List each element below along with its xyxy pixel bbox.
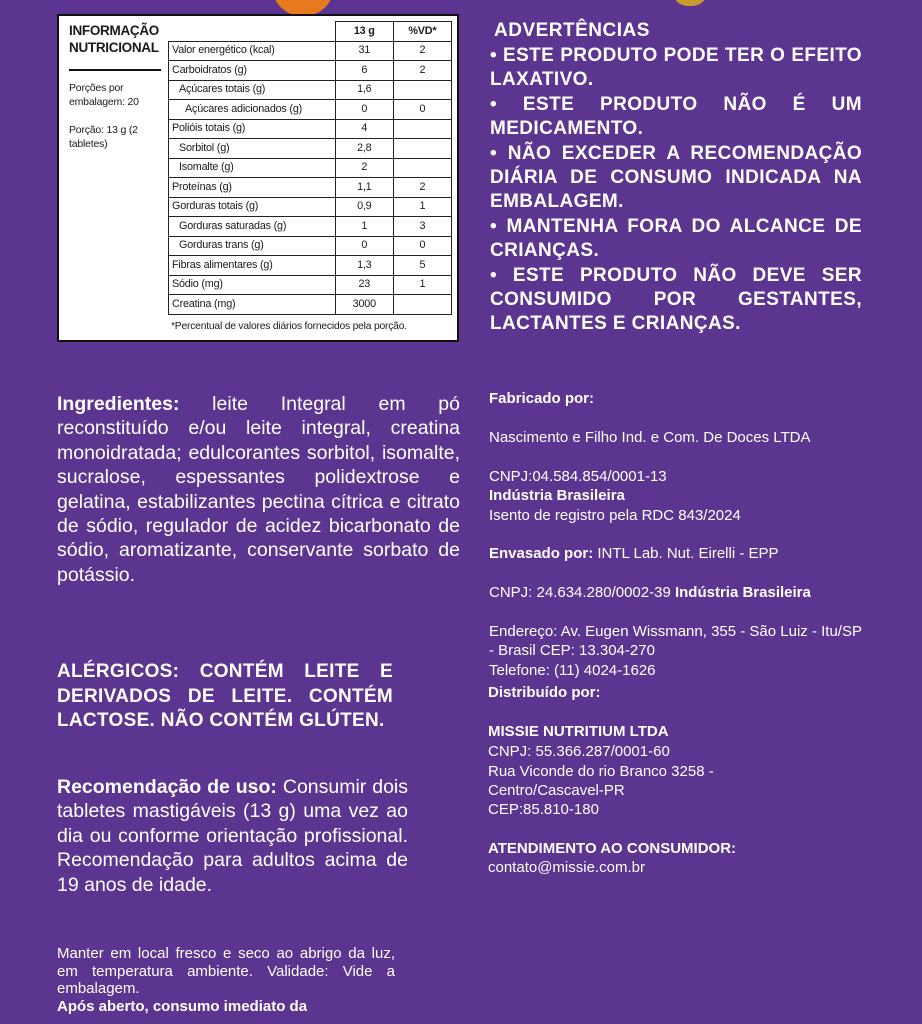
nutrient-name: Gorduras totais (g) [169, 197, 336, 217]
logo-fragment [672, 0, 708, 6]
nutrition-row [169, 61, 452, 81]
nutrient-name: Açúcares totais (g) [169, 80, 336, 100]
distributor-cnpj: CNPJ: 55.366.287/0001-60 [488, 743, 670, 760]
nutrient-vd: 0 [393, 100, 451, 120]
packer-label: Envasado por: [489, 545, 594, 562]
support-label [488, 839, 736, 858]
support-email[interactable]: contato@missie.com.br [488, 859, 645, 876]
nutrient-name: Sódio (mg) [169, 275, 336, 295]
nutrient-name: Gorduras saturadas (g) [169, 217, 336, 237]
nutrient-name: Gorduras trans (g) [169, 236, 336, 256]
packer-cnpj-line [489, 583, 811, 602]
nutrient-name: Valor energético (kcal) [169, 41, 336, 61]
nutrient-vd [393, 158, 451, 178]
nutrient-value: 1,6 [335, 80, 393, 100]
manufacturer-industry [489, 486, 625, 505]
nutrition-row [169, 217, 452, 237]
nutrient-vd: 5 [393, 256, 451, 276]
nutrition-row [169, 295, 452, 315]
nutrition-row [169, 275, 452, 295]
nutrient-value: 1,3 [335, 256, 393, 276]
packer-address: Endereço: Av. Eugen Wissmann, 355 - São Luiz - Itu/SP - Brasil CEP: 13.304-270 [489, 623, 862, 659]
warnings-list [490, 44, 862, 337]
nutrition-table [168, 21, 452, 315]
nutrient-vd [393, 295, 451, 315]
nutrition-title: INFORMAÇÃO NUTRICIONAL [69, 23, 159, 55]
nutrient-value: 1 [335, 217, 393, 237]
packer-cnpj: CNPJ: 24.634.280/0002-39 [489, 584, 675, 601]
distributor-address-1: Rua Viconde do rio Branco 3258 - [488, 763, 714, 780]
nutrition-row [169, 139, 452, 159]
nutrient-value: 6 [335, 61, 393, 81]
nutrition-row [169, 41, 452, 61]
packer-industry: Indústria Brasileira [674, 584, 811, 601]
nutrient-value: 4 [335, 119, 393, 139]
warnings-title: ADVERTÊNCIAS [494, 20, 650, 41]
nutrient-name: Fibras alimentares (g) [169, 256, 336, 276]
storage-bold-text: Após aberto, consumo imediato da [57, 997, 308, 1015]
nutrition-facts-panel [57, 14, 459, 342]
nutrient-value: 0 [335, 236, 393, 256]
col-serving-header: 13 g [335, 22, 393, 42]
packer-phone: Telefone: (11) 4024-1626 [489, 662, 656, 679]
nutrition-row [169, 256, 452, 276]
distributor-label-text: Distribuído por: [488, 684, 601, 701]
nutrition-row [169, 119, 452, 139]
nutrient-name: Carboidratos (g) [169, 61, 336, 81]
ingredients-label: Ingredientes: [57, 393, 180, 415]
nutrition-table-body [169, 41, 452, 314]
nutrient-vd: 2 [393, 41, 451, 61]
nutrition-footnote: *Percentual de valores diários fornecidos pela porção. [171, 321, 407, 332]
distributor-name [488, 722, 669, 741]
ingredients-section [57, 392, 460, 587]
nutrient-name: Proteínas (g) [169, 178, 336, 198]
nutrient-name: Açúcares adicionados (g) [169, 100, 336, 120]
nutrient-vd [393, 139, 451, 159]
nutrient-vd: 0 [393, 236, 451, 256]
warning-item: • ESTE PRODUTO NÃO DEVE SER CONSUMIDO POR GESTANTES, LACTANTES E CRIANÇAS. [490, 264, 862, 335]
nutrient-vd [393, 80, 451, 100]
nutrition-row [169, 178, 452, 198]
distributor-label [488, 683, 601, 702]
nutrient-vd: 1 [393, 275, 451, 295]
nutrition-row [169, 158, 452, 178]
nutrient-value: 23 [335, 275, 393, 295]
nutrient-value: 3000 [335, 295, 393, 315]
nutrient-value: 0,9 [335, 197, 393, 217]
registration-exempt: Isento de registro pela RDC 843/2024 [489, 507, 741, 524]
nutrient-vd: 3 [393, 217, 451, 237]
nutrient-name: Polióis totais (g) [169, 119, 336, 139]
usage-section [57, 775, 408, 897]
col-vd-header: %VD* [393, 22, 451, 42]
usage-text: Consumir dois tabletes mastigáveis (13 g) uma vez ao dia ou conforme orientação profissional. Recomendação para adultos acima de 19 anos de idade. [57, 776, 408, 896]
distributor-cep: CEP:85.810-180 [488, 801, 599, 818]
ingredients-text: leite Integral em pó reconstituído e/ou leite integral, creatina monoidratada; edulcorantes sorbitol, isomalte, sucralose, espessantes polidextrose e gelatina, estabilizantes pectina cítrica e citrato de sódio, regulador de acidez bicarbonato de sódio, aromatizante, conservante sorbato de potássio. [57, 393, 460, 586]
nutrient-value: 2,8 [335, 139, 393, 159]
warning-item: • ESTE PRODUTO NÃO É UM MEDICAMENTO. [490, 93, 862, 140]
packer-line [489, 544, 779, 563]
nutrient-value: 31 [335, 41, 393, 61]
portions-label: Porções por embalagem: 20 [69, 82, 139, 108]
manufacturer-industry-text: Indústria Brasileira [489, 487, 625, 504]
manufacturer-label-text: Fabricado por: [489, 390, 595, 407]
distributor-address-2: Centro/Cascavel-PR [488, 782, 625, 799]
nutrient-value: 1,1 [335, 178, 393, 198]
nutrient-value: 0 [335, 100, 393, 120]
support-label-text: ATENDIMENTO AO CONSUMIDOR: [488, 840, 737, 857]
nutrition-header-row [169, 22, 452, 42]
warning-item: • NÃO EXCEDER A RECOMENDAÇÃO DIÁRIA DE CONSUMO INDICADA NA EMBALAGEM. [490, 142, 862, 213]
warning-item: • ESTE PRODUTO PODE TER O EFEITO LAXATIVO. [490, 45, 862, 91]
nutrient-vd: 1 [393, 197, 451, 217]
distributor-name-text: MISSIE NUTRITIUM LTDA [488, 723, 669, 740]
storage-text: Manter em local fresco e seco ao abrigo da luz, em temperatura ambiente. Validade: Vide a embalagem. [57, 945, 395, 997]
nutrient-vd: 2 [393, 178, 451, 198]
usage-label: Recomendação de uso: [57, 776, 277, 798]
nutrient-name: Creatina (mg) [169, 295, 336, 315]
nutrition-header-blank [169, 22, 336, 42]
nutrition-title-rule [69, 69, 161, 71]
nutrient-vd [393, 119, 451, 139]
manufacturer-label [489, 389, 594, 408]
packer-name: INTL Lab. Nut. Eirelli - EPP [593, 545, 779, 562]
nutrient-name: Sorbitol (g) [169, 139, 336, 159]
nutrition-row [169, 236, 452, 256]
allergens-notice: ALÉRGICOS: CONTÉM LEITE E DERIVADOS DE LEITE. CONTÉM LACTOSE. NÃO CONTÉM GLÚTEN. [57, 661, 393, 731]
storage-section [57, 945, 395, 1015]
nutrient-value: 2 [335, 158, 393, 178]
manufacturer-cnpj: CNPJ:04.584.854/0001-13 [489, 468, 667, 485]
serving-label: Porção: 13 g (2 tabletes) [69, 124, 138, 150]
nutrition-row [169, 197, 452, 217]
nutrient-vd: 2 [393, 61, 451, 81]
manufacturer-name: Nascimento e Filho Ind. e Com. De Doces LTDA [489, 429, 811, 446]
warning-item: • MANTENHA FORA DO ALCANCE DE CRIANÇAS. [490, 215, 862, 262]
nutrition-row [169, 100, 452, 120]
nutrient-name: Isomalte (g) [169, 158, 336, 178]
nutrition-row [169, 80, 452, 100]
